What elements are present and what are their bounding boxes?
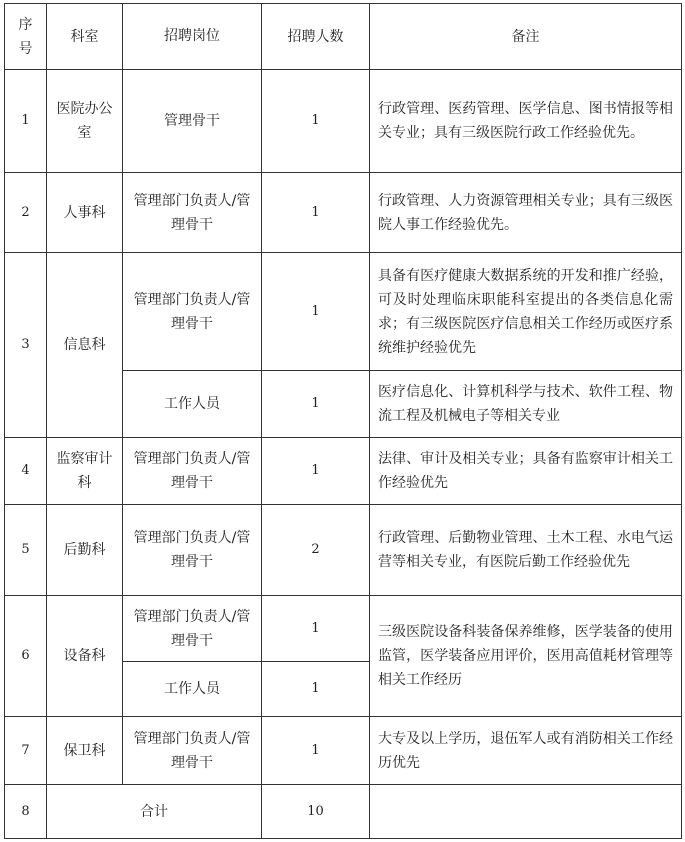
- row-seq: 2: [5, 173, 47, 253]
- row-note: 行政管理、人力资源管理相关专业；具有三级医院人事工作经验优先。: [370, 173, 682, 253]
- table-row: [5, 438, 682, 505]
- row-dept: 后勤科: [47, 505, 123, 596]
- row-note: 具备有医疗健康大数据系统的开发和推广经验，可及时处理临床职能科室提出的各类信息化需求；有三级医院医疗信息相关工作经历或医疗系统维护经验优先: [370, 253, 682, 371]
- row-position: 工作人员: [123, 371, 262, 438]
- total-count: 10: [262, 785, 370, 839]
- row-count: 1: [262, 173, 370, 253]
- total-row: [5, 785, 682, 839]
- recruitment-table: [4, 3, 682, 839]
- row-position: 工作人员: [123, 662, 262, 717]
- table-row: [5, 70, 682, 173]
- total-label: 合计: [47, 785, 262, 839]
- table-row: [5, 596, 682, 662]
- row-dept: 信息科: [47, 253, 123, 438]
- row-count: 1: [262, 438, 370, 505]
- header-seq: 序号: [5, 4, 47, 70]
- row-position: 管理部门负责人/管理骨干: [123, 717, 262, 785]
- row-dept: 监察审计科: [47, 438, 123, 505]
- row-note: 行政管理、医药管理、医学信息、图书情报等相关专业；具有三级医院行政工作经验优先。: [370, 70, 682, 173]
- row-position: 管理部门负责人/管理骨干: [123, 596, 262, 662]
- row-count: 1: [262, 596, 370, 662]
- row-seq: 7: [5, 717, 47, 785]
- row-count: 1: [262, 371, 370, 438]
- header-dept: 科室: [47, 4, 123, 70]
- row-seq: 1: [5, 70, 47, 173]
- row-note: 行政管理、后勤物业管理、土木工程、水电气运营等相关专业，有医院后勤工作经验优先: [370, 505, 682, 596]
- row-count: 1: [262, 70, 370, 173]
- header-note: 备注: [370, 4, 682, 70]
- row-position: 管理部门负责人/管理骨干: [123, 253, 262, 371]
- row-position: 管理骨干: [123, 70, 262, 173]
- header-position: 招聘岗位: [123, 4, 262, 70]
- row-count: 1: [262, 662, 370, 717]
- table-row: [5, 717, 682, 785]
- row-seq: 4: [5, 438, 47, 505]
- table-row: [5, 505, 682, 596]
- row-seq: 6: [5, 596, 47, 717]
- row-seq: 5: [5, 505, 47, 596]
- row-count: 1: [262, 717, 370, 785]
- row-seq: 3: [5, 253, 47, 438]
- table-row: [5, 173, 682, 253]
- row-note: 法律、审计及相关专业；具备有监察审计相关工作经验优先: [370, 438, 682, 505]
- row-dept: 设备科: [47, 596, 123, 717]
- row-note: 三级医院设备科装备保养维修，医学装备的使用监管，医学装备应用评价，医用高值耗材管理等相关工作经历: [370, 596, 682, 717]
- row-position: 管理部门负责人/管理骨干: [123, 505, 262, 596]
- row-note: 医疗信息化、计算机科学与技术、软件工程、物流工程及机械电子等相关专业: [370, 371, 682, 438]
- row-count: 2: [262, 505, 370, 596]
- row-count: 1: [262, 253, 370, 371]
- row-note: 大专及以上学历，退伍军人或有消防相关工作经历优先: [370, 717, 682, 785]
- row-dept: 医院办公室: [47, 70, 123, 173]
- table-row: [5, 253, 682, 371]
- row-position: 管理部门负责人/管理骨干: [123, 173, 262, 253]
- header-count: 招聘人数: [262, 4, 370, 70]
- row-dept: 保卫科: [47, 717, 123, 785]
- row-position: 管理部门负责人/管理骨干: [123, 438, 262, 505]
- total-note: [370, 785, 682, 839]
- row-dept: 人事科: [47, 173, 123, 253]
- total-seq: 8: [5, 785, 47, 839]
- header-row: [5, 4, 682, 70]
